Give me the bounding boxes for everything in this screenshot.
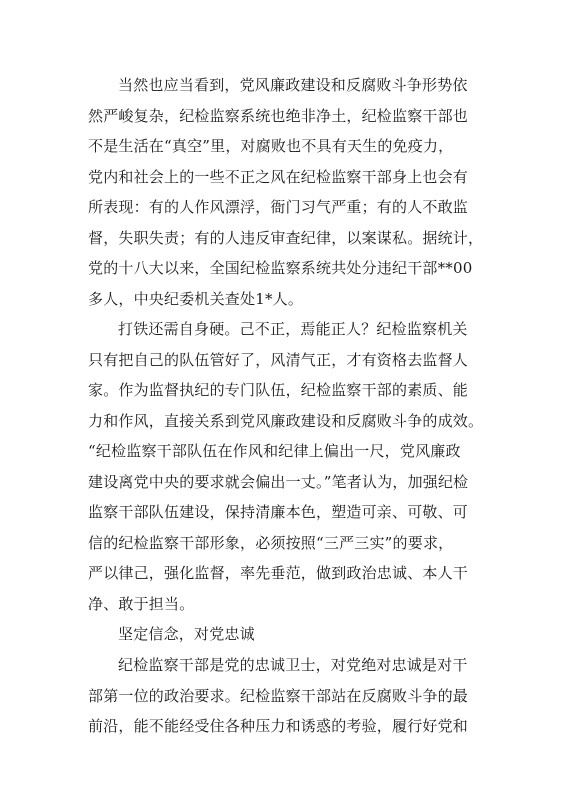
text-line: 所表现：有的人作风漂浮，衙门习气严重；有的人不敢监 (88, 198, 469, 216)
text-line: 当然也应当看到，党风廉政建设和反腐败斗争形势依 (118, 76, 468, 94)
section-heading (88, 619, 488, 650)
text-line: 信的纪检监察干部形象，必须按照“三严三实”的要求， (88, 533, 454, 552)
text-line: 不是生活在“真空”里，对腐败也不具有天生的免疫力， (88, 137, 454, 155)
paragraph-3 (88, 650, 488, 742)
text-line: 多人，中央纪委机关查处1*人。 (88, 289, 304, 308)
text-line: 部第一位的政治要求。纪检监察干部站在反腐败斗争的最 (88, 686, 469, 705)
text-line: 监察干部队伍建设，保持清廉本色，塑造可亲、可敬、可 (88, 503, 469, 521)
section-heading-text: 坚定信念，对党忠诚 (118, 625, 255, 643)
paragraph-2 (88, 314, 488, 619)
text-line: 建设离党中央的要求就会偏出一丈。”笔者认为，加强纪检 (88, 472, 469, 491)
text-line: 打铁还需自身硬。己不正，焉能正人？纪检监察机关 (118, 320, 468, 338)
paragraph-1 (88, 70, 488, 314)
text-line: 家。作为监督执纪的专门队伍，纪检监察干部的素质、能 (88, 381, 469, 399)
text-line: 然严峻复杂，纪检监察系统也绝非净土，纪检监察干部也 (88, 106, 469, 125)
text-line: 净、敢于担当。 (88, 594, 195, 613)
text-line: 力和作风，直接关系到党风廉政建设和反腐败斗争的成效。 (88, 411, 484, 430)
text-line: 前沿，能不能经受住各种压力和诱惑的考验，履行好党和 (88, 717, 469, 735)
text-line: 纪检监察干部是党的忠诚卫士，对党绝对忠诚是对干 (118, 656, 468, 674)
text-line: 党内和社会上的一些不正之风在纪检监察干部身上也会有 (88, 167, 469, 186)
text-line: 党的十八大以来，全国纪检监察系统共处分违纪干部**00 (88, 259, 473, 277)
text-line: 严以律己，强化监督，率先垂范，做到政治忠诚、本人干 (88, 564, 469, 582)
text-line: “纪检监察干部队伍在作风和纪律上偏出一尺，党风廉政 (88, 442, 461, 460)
text-line: 督，失职失责；有的人违反审查纪律，以案谋私。据统计， (88, 228, 484, 247)
text-line: 只有把自己的队伍管好了，风清气正，才有资格去监督人 (88, 350, 469, 369)
